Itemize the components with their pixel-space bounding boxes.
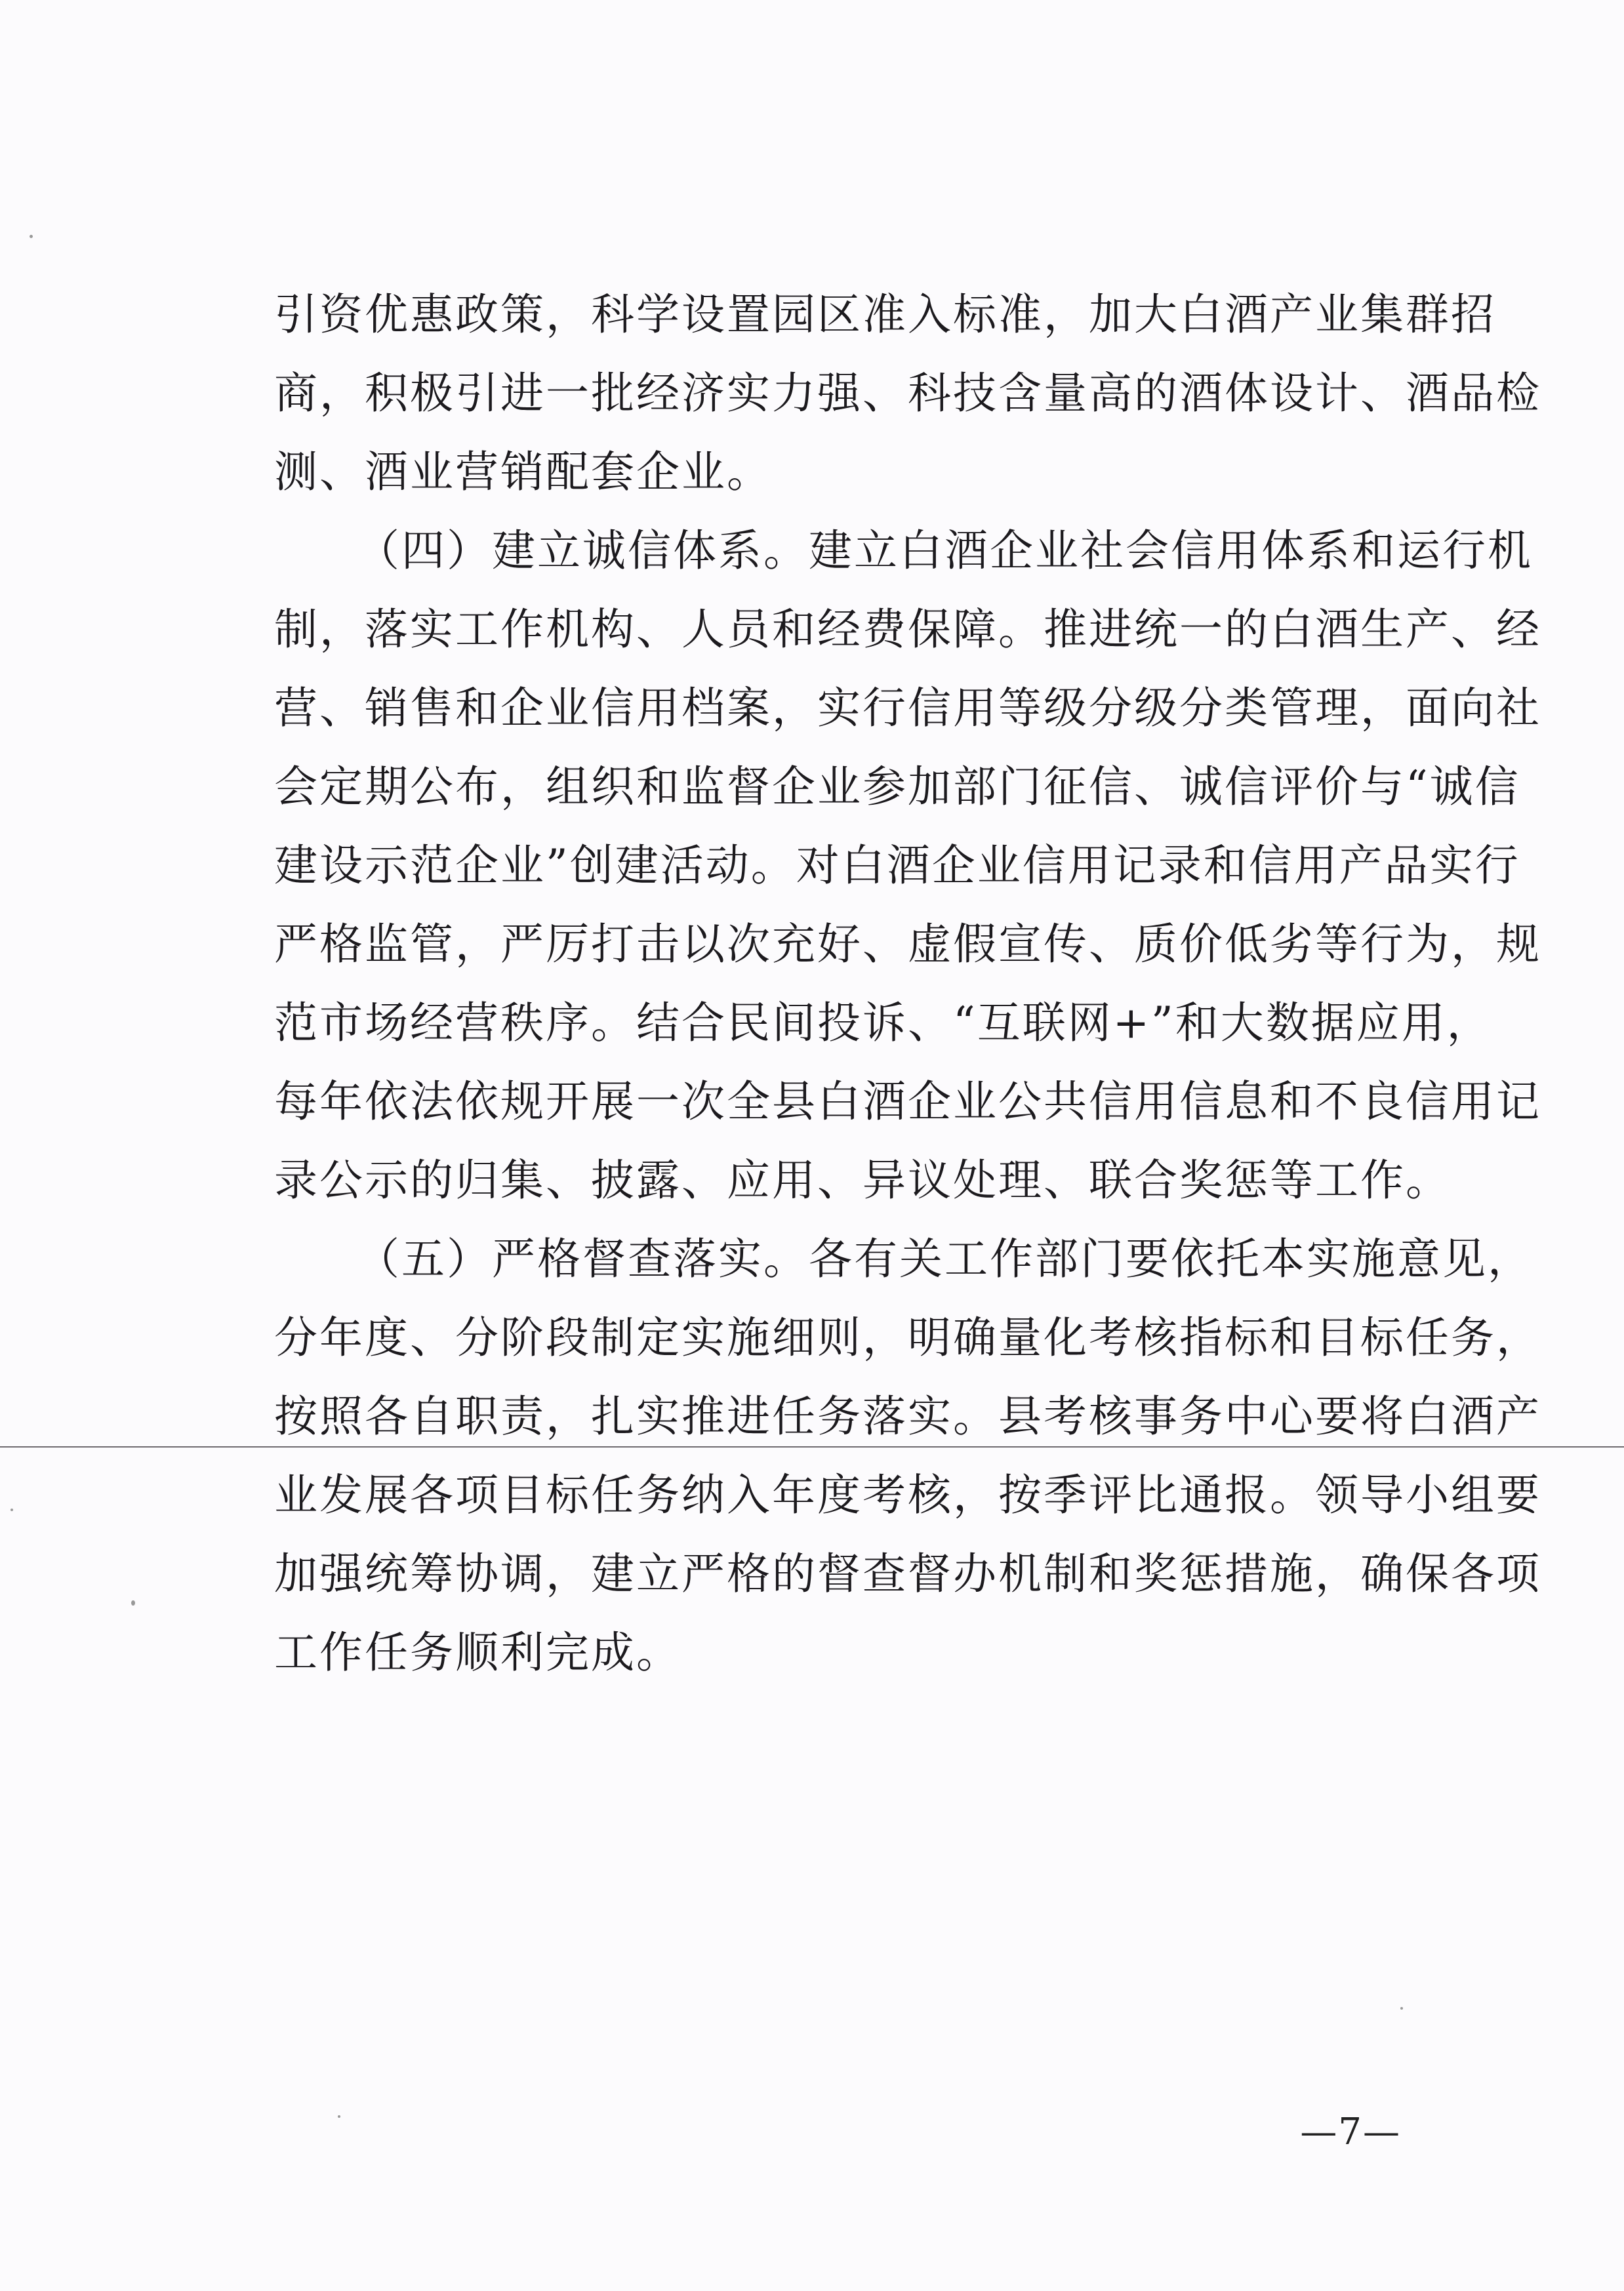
page-number: —7—	[1300, 2111, 1401, 2153]
text-line: 分年度、分阶段制定实施细则，明确量化考核指标和目标任务，	[274, 1312, 1541, 1363]
text-line: 引资优惠政策，科学设置园区准入标准，加大白酒产业集群招	[274, 289, 1496, 340]
scan-speck	[30, 235, 33, 238]
text-line: 工作任务顺利完成。	[274, 1627, 681, 1678]
text-line: 制，落实工作机构、人员和经费保障。推进统一的白酒生产、经	[274, 604, 1541, 655]
section-heading-line: （五）严格督查落实。各有关工作部门要依托本实施意见，	[356, 1234, 1533, 1284]
scan-speck	[338, 2115, 340, 2118]
text-line: 录公示的归集、披露、应用、异议处理、联合奖惩等工作。	[274, 1155, 1451, 1206]
text-line: 范市场经营秩序。结合民间投诉、“互联网+”和大数据应用，	[274, 998, 1492, 1048]
text-line: 营、销售和企业信用档案，实行信用等级分级分类管理，面向社	[274, 683, 1541, 733]
text-line: 加强统筹协调，建立严格的督查督办机制和奖惩措施，确保各项	[274, 1549, 1541, 1599]
text-line: 会定期公布，组织和监督企业参加部门征信、诚信评价与“诚信	[274, 761, 1520, 812]
scan-artifact-line	[0, 1446, 1624, 1448]
text-line: 业发展各项目标任务纳入年度考核，按季评比通报。领导小组要	[274, 1470, 1541, 1520]
scan-speck	[10, 1509, 13, 1511]
text-line: 商，积极引进一批经济实力强、科技含量高的酒体设计、酒品检	[274, 368, 1541, 418]
text-line: 建设示范企业”创建活动。对白酒企业信用记录和信用产品实行	[274, 840, 1520, 891]
scan-speck	[1400, 2007, 1403, 2010]
text-line: 按照各自职责，扎实推进任务落实。县考核事务中心要将白酒产	[274, 1391, 1541, 1442]
section-heading-line: （四）建立诚信体系。建立白酒企业社会信用体系和运行机	[356, 525, 1533, 576]
text-line: 测、酒业营销配套企业。	[274, 447, 772, 497]
scan-speck	[131, 1600, 135, 1606]
text-line: 严格监管，严厉打击以次充好、虚假宣传、质价低劣等行为，规	[274, 919, 1541, 969]
text-line: 每年依法依规开展一次全县白酒企业公共信用信息和不良信用记	[274, 1076, 1541, 1127]
